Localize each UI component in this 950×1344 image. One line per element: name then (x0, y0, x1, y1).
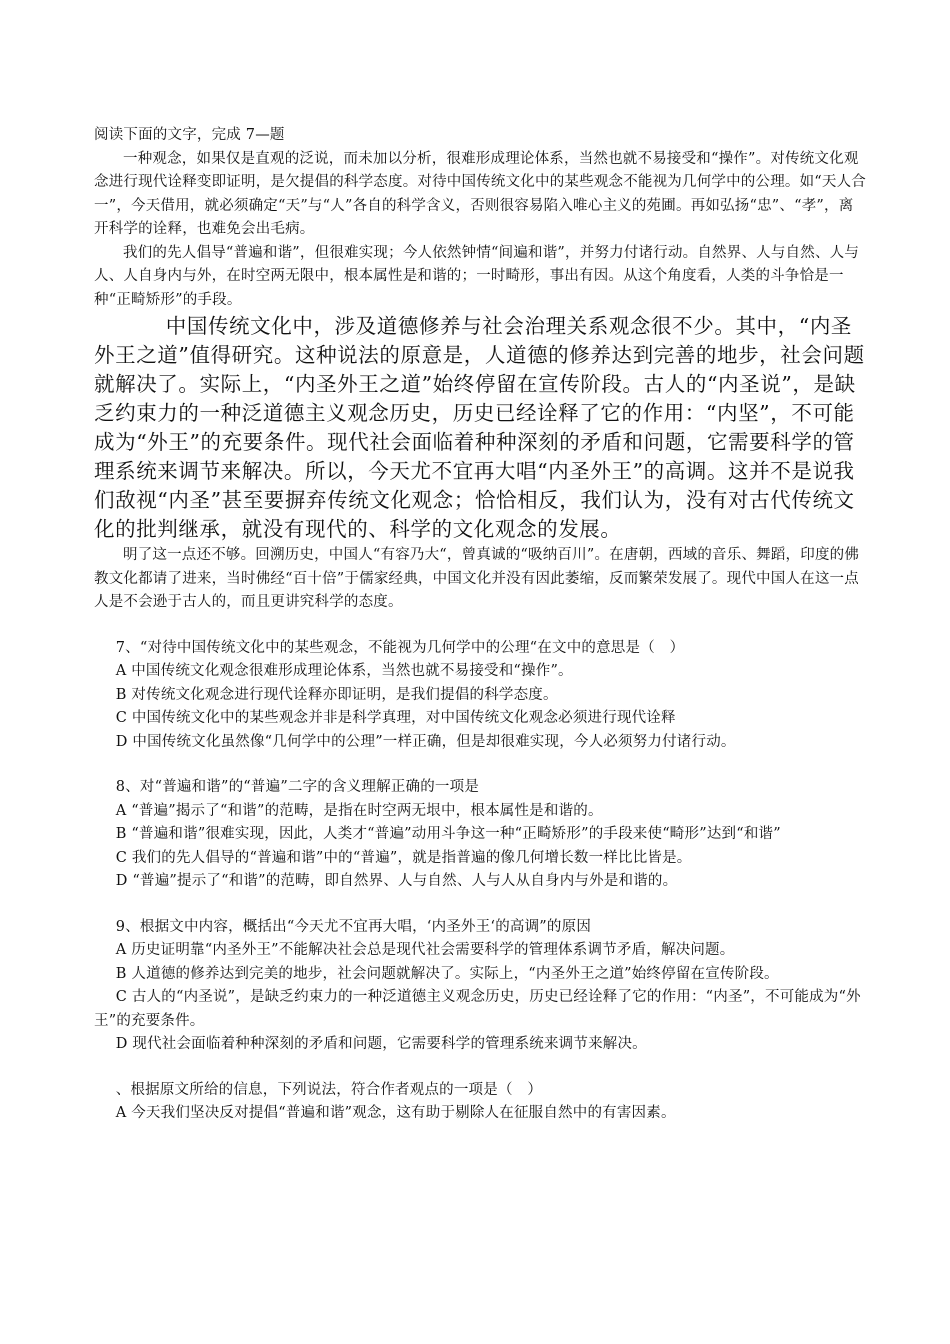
question-7-option-a: A 中国传统文化观念很难形成理论体系，当然也就不易接受和“操作”。 (115, 663, 573, 679)
question-7-title: 7、“对待中国传统文化中的某些观念，不能视为几何学中的公理“在文中的意思是（ ） (115, 639, 685, 656)
question-8-title: 8、对“普遍和谐”的“普遍”二字的含义理解正确的一项是 (115, 779, 480, 795)
question-10-option-a: A 今天我们坚决反对提倡“普遍和谐”观念，这有助于剔除人在征服自然中的有害因素。 (115, 1105, 676, 1121)
instruction-line: 阅读下面的文字，完成 7—题 (94, 127, 285, 143)
question-8-option-d: D “普遍”提示了“和谐”的范畴，即自然界、人与自然、人与人从自身内与外是和谐的。 (115, 873, 678, 889)
question-7-option-b: B 对传统文化观念进行现代诠释亦即证明，是我们提倡的科学态度。 (115, 686, 558, 703)
question-9-option-c: C 古人的“内圣说”，是缺乏约束力的一种泛道德主义观念历史，历史已经诠释了它的作用：“内圣”，不可能成为“外王”的充要条件。 (94, 989, 861, 1029)
question-10-title: 、根据原文所给的信息，下列说法，符合作者观点的一项是（ ） (115, 1081, 543, 1098)
question-8-option-b: B “普遍和谐”很难实现，因此，人类才“普遍”动用斗争这一种“正畸矫形”的手段来使“畸形”达到“和谐” (115, 826, 781, 842)
question-8 (94, 776, 868, 894)
question-8-option-a: A “普遍”揭示了“和谐”的范畴，是指在时空两无垠中，根本属性是和谐的。 (115, 802, 603, 819)
question-9-title: 9、根据文中内容，概括出“今天尤不宜再大唱，‘内圣外王‘的高调”的原因 (115, 918, 592, 935)
passage-paragraph-3: 中国传统文化中，涉及道德修养与社会治理关系观念很不少。其中，“内圣外王之道”值得研究。这种说法的原意是，人道德的修养达到完善的地步，社会问题就解决了。实际上，“内圣外王之道”始终停留在宣传阶段。古人的“内圣说”，是缺乏约束力的一种泛道德主义观念历史，历史已经诠释了它的作用：“内坚”，不可能成为“外王”的充要条件。现代社会面临着种种深刻的矛盾和问题，它需要科学的管理系统来调节来解决。所以，今天尤不宜再大唱“内圣外王”的高调。这并不是说我们敌视“内圣”甚至要摒弃传统文化观念；恰恰相反，我们认为，没有对古代传统文化的批判继承，就没有现代的、科学的文化观念的发展。 (94, 314, 865, 541)
question-8-option-c: C 我们的先人倡导的“普遍和谐”中的“普遍”，就是指普遍的像几何增长数一样比比皆是。 (115, 849, 692, 866)
question-9-option-b: B 人道德的修养达到完美的地步，社会问题就解决了。实际上，“内圣外王之道”始终停留在宣传阶段。 (115, 965, 779, 982)
question-7-option-c: C 中国传统文化中的某些观念并非是科学真理，对中国传统文化观念必须进行现代诠释 (115, 710, 676, 726)
question-9-option-d: D 现代社会面临着种种深刻的矛盾和问题，它需要科学的管理系统来调节来解决。 (115, 1036, 647, 1052)
question-7 (94, 637, 868, 755)
question-9 (94, 916, 868, 1057)
passage-paragraph-1: 一种观念，如果仅是直观的泛说，而未加以分析，很难形成理论体系，当然也就不易接受和“操作”。对传统文化观念进行现代诠释变即证明，是欠提倡的科学态度。对待中国传统文化中的某些观念不能视为几何学中的公理。如“天人合一”，今天借用，就必须确定“天”与“人”各自的科学含义，否则很容易陷入唯心主义的苑圃。再如弘扬“忠”、“孝”，离开科学的诠释，也难免会出毛病。 (94, 150, 867, 237)
passage-paragraph-2: 我们的先人倡导“普遍和谐”，但很难实现；今人依然钟情“间遍和谐”，并努力付诸行动。自然界、人与自然、人与人、人自身内与外，在时空两无限中，根本属性是和谐的；一时畸形，事出有因。从这个角度看，人类的斗争恰是一种“正畸矫形”的手段。 (94, 244, 860, 308)
passage-top (94, 124, 868, 312)
passage-paragraph-4: 明了这一点还不够。回溯历史，中国人“有容乃大“，曾真诚的“吸纳百川”。在唐朝，西域的音乐、舞蹈，印度的佛教文化都请了进来，当时佛经“百十倍”于儒家经典，中国文化并没有因此萎缩，反而繁荣发展了。现代中国人在这一点人是不会逊于古人的，而且更讲究科学的态度。 (94, 547, 860, 610)
question-10 (94, 1079, 868, 1126)
question-9-option-a: A 历史证明靠“内圣外王”不能解决社会总是现代社会需要科学的管理体系调节矛盾，解决问题。 (115, 942, 735, 958)
question-7-option-d: D 中国传统文化虽然像“几何学中的公理”一样正确，但是却很难实现，今人必须努力付诸行动。 (115, 733, 736, 750)
passage-bottom (94, 544, 868, 615)
